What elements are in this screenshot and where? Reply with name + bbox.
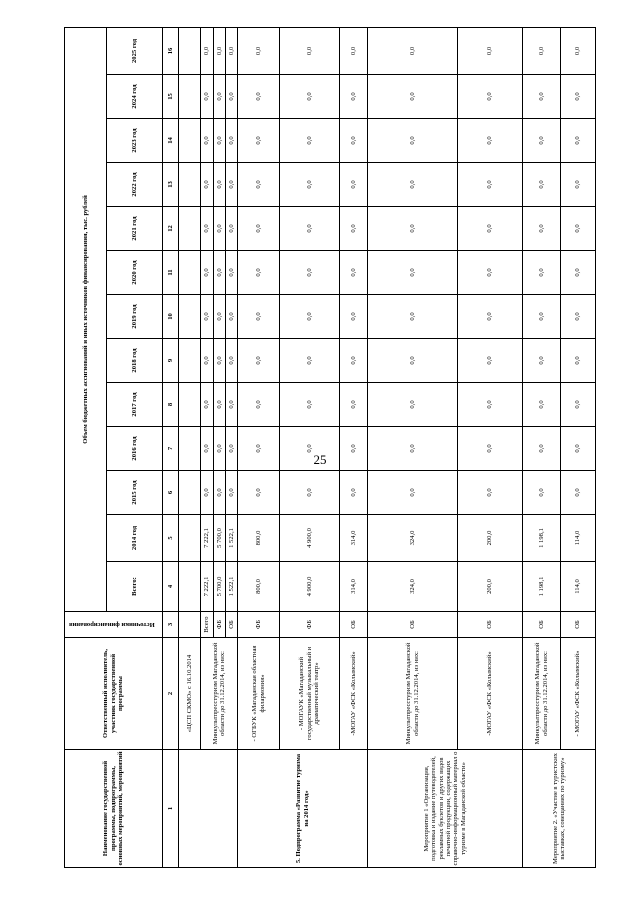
cell-total: 1 522,1 [226, 562, 238, 612]
column-number: 7 [163, 427, 179, 471]
cell-year-value: 0,0 [280, 383, 340, 427]
cell-year-value: 0,0 [201, 163, 214, 207]
header-source [65, 612, 163, 638]
cell-year-value: 5 700,0 [214, 515, 226, 562]
cell-name: Мероприятие 2. «Участие в туристских выставках, совещаниях по туризму» [523, 750, 596, 868]
cell-year-value: 0,0 [214, 163, 226, 207]
cell-year-value: 0,0 [523, 207, 561, 251]
column-number: 10 [163, 295, 179, 339]
column-numbers-row [163, 27, 179, 867]
cell-year-value: 0,0 [226, 163, 238, 207]
cell-year-value: 0,0 [523, 27, 561, 74]
cell-year-value: 0,0 [201, 27, 214, 74]
cell-year-value: 0,0 [280, 207, 340, 251]
cell-year-value: 0,0 [226, 427, 238, 471]
cell-executor: Минкультпресстуризм Магаданской области до 31.12.2014, из них: [523, 638, 561, 750]
cell-year-value: 0,0 [458, 471, 523, 515]
header-year: 2018 год [107, 339, 163, 383]
cell-year-value [179, 339, 201, 383]
column-number: 12 [163, 207, 179, 251]
cell-year-value: 0,0 [368, 471, 458, 515]
cell-year-value: 0,0 [214, 427, 226, 471]
page-number: 25 [313, 452, 327, 467]
cell-source: ОБ [561, 612, 596, 638]
column-number: 9 [163, 339, 179, 383]
cell-year-value: 0,0 [226, 383, 238, 427]
cell-executor: - ОГБУК «Магаданская областная филармония» [238, 638, 280, 750]
cell-year-value: 0,0 [201, 295, 214, 339]
cell-total: 114,0 [561, 562, 596, 612]
budget-table [64, 27, 596, 868]
cell-year-value: 0,0 [368, 383, 458, 427]
cell-year-value [179, 163, 201, 207]
cell-year-value: 0,0 [368, 207, 458, 251]
cell-year-value: 0,0 [214, 383, 226, 427]
cell-year-value: 0,0 [226, 75, 238, 119]
cell-year-value: 1 522,1 [226, 515, 238, 562]
header-year: 2022 год [107, 163, 163, 207]
header-year: 2016 год [107, 427, 163, 471]
cell-year-value: 0,0 [340, 119, 368, 163]
cell-year-value [179, 515, 201, 562]
cell-year-value: 0,0 [368, 295, 458, 339]
cell-year-value [179, 295, 201, 339]
cell-year-value: 0,0 [238, 251, 280, 295]
cell-year-value: 0,0 [523, 427, 561, 471]
header-year: 2017 год [107, 383, 163, 427]
cell-source: Всего [201, 612, 214, 638]
cell-year-value: 0,0 [458, 207, 523, 251]
cell-year-value: 0,0 [214, 207, 226, 251]
cell-year-value: 0,0 [226, 295, 238, 339]
column-number: 5 [163, 515, 179, 562]
header-year: 2024 год [107, 75, 163, 119]
cell-year-value: 0,0 [226, 207, 238, 251]
cell-year-value: 0,0 [201, 339, 214, 383]
cell-year-value: 0,0 [214, 119, 226, 163]
table-row [458, 27, 523, 867]
cell-year-value: 0,0 [201, 427, 214, 471]
cell-year-value: 0,0 [368, 339, 458, 383]
cell-executor: -МОГАУ «ФСК «Колымский» [458, 638, 523, 750]
column-number: 8 [163, 383, 179, 427]
header-year: 2014 год [107, 515, 163, 562]
cell-year-value: 0,0 [214, 471, 226, 515]
column-number: 6 [163, 471, 179, 515]
cell-total: 200,0 [458, 562, 523, 612]
cell-year-value: 0,0 [561, 383, 596, 427]
header-total: Всего: [107, 562, 163, 612]
cell-year-value: 0,0 [561, 119, 596, 163]
cell-year-value: 0,0 [238, 427, 280, 471]
cell-year-value: 0,0 [561, 163, 596, 207]
cell-year-value: 0,0 [523, 339, 561, 383]
cell-source: ОБ [226, 612, 238, 638]
cell-year-value: 0,0 [280, 295, 340, 339]
cell-year-value: 0,0 [238, 383, 280, 427]
cell-year-value: 0,0 [238, 27, 280, 74]
cell-year-value: 0,0 [226, 119, 238, 163]
cell-executor: Минкультпресстуризм Магаданской области до 31.12.2014, из них: [368, 638, 458, 750]
cell-year-value: 0,0 [368, 251, 458, 295]
cell-year-value: 0,0 [238, 471, 280, 515]
cell-year-value: 0,0 [523, 163, 561, 207]
cell-year-value: 200,0 [458, 515, 523, 562]
cell-year-value: 0,0 [561, 27, 596, 74]
cell-year-value: 0,0 [201, 119, 214, 163]
cell-year-value: 0,0 [214, 27, 226, 74]
cell-year-value: 0,0 [561, 427, 596, 471]
cell-executor: -МОГАУ «ФСК «Колымский» [340, 638, 368, 750]
cell-name: Мероприятие 1 «Организация, подготовка и издание путеводителей, рекламных буклетов и других видов печатной продукции, содержащих справочно-информационный материал о туризме в Магаданской области» [368, 750, 523, 868]
cell-year-value: 0,0 [214, 251, 226, 295]
cell-year-value: 0,0 [214, 339, 226, 383]
cell-year-value: 0,0 [561, 251, 596, 295]
cell-year-value: 0,0 [201, 207, 214, 251]
cell-year-value: 0,0 [340, 27, 368, 74]
cell-year-value: 0,0 [280, 75, 340, 119]
cell-source: ФБ [214, 612, 226, 638]
cell-year-value: 0,0 [226, 251, 238, 295]
cell-year-value: 0,0 [458, 75, 523, 119]
cell-year-value: 7 222,1 [201, 515, 214, 562]
table-row [340, 27, 368, 867]
table-body [179, 27, 596, 867]
header-year: 2023 год [107, 119, 163, 163]
column-number: 3 [163, 612, 179, 638]
cell-year-value: 0,0 [340, 251, 368, 295]
cell-year-value: 0,0 [280, 251, 340, 295]
cell-year-value [179, 471, 201, 515]
cell-year-value: 4 900,0 [280, 515, 340, 562]
cell-year-value: 0,0 [214, 295, 226, 339]
cell-year-value [179, 251, 201, 295]
cell-source: ФБ [238, 612, 280, 638]
cell-year-value: 0,0 [561, 207, 596, 251]
cell-year-value: 0,0 [280, 471, 340, 515]
cell-year-value: 0,0 [561, 471, 596, 515]
cell-year-value: 0,0 [201, 75, 214, 119]
cell-year-value [179, 27, 201, 74]
table-row [238, 27, 280, 867]
cell-year-value: 0,0 [458, 339, 523, 383]
cell-year-value: 1 198,1 [523, 515, 561, 562]
cell-total [179, 562, 201, 612]
cell-year-value: 0,0 [238, 119, 280, 163]
cell-year-value: 0,0 [238, 295, 280, 339]
cell-year-value: 0,0 [280, 339, 340, 383]
cell-total: 5 700,0 [214, 562, 226, 612]
column-number: 15 [163, 75, 179, 119]
cell-source: ОБ [368, 612, 458, 638]
cell-year-value: 0,0 [340, 75, 368, 119]
header-year: 2019 год [107, 295, 163, 339]
table-row [280, 27, 340, 867]
column-number: 14 [163, 119, 179, 163]
cell-source: ОБ [458, 612, 523, 638]
cell-year-value: 0,0 [458, 119, 523, 163]
column-number: 11 [163, 251, 179, 295]
cell-total: 7 222,1 [201, 562, 214, 612]
cell-executor: - МОГАУ «ФСК «Колымский» [561, 638, 596, 750]
cell-year-value: 0,0 [340, 163, 368, 207]
cell-year-value: 0,0 [280, 119, 340, 163]
cell-year-value: 0,0 [214, 75, 226, 119]
cell-year-value: 0,0 [561, 75, 596, 119]
cell-total: 800,0 [238, 562, 280, 612]
cell-year-value [179, 383, 201, 427]
cell-year-value: 0,0 [238, 163, 280, 207]
cell-year-value: 0,0 [523, 119, 561, 163]
table-row [561, 27, 596, 867]
cell-year-value: 324,0 [368, 515, 458, 562]
cell-name: 5. Подпрограмма «Развитие туризма на 2014 год» [238, 750, 368, 868]
cell-year-value: 0,0 [458, 295, 523, 339]
cell-year-value: 0,0 [523, 471, 561, 515]
cell-executor: «ЦСП СКМО» с 16.10.2014 [179, 638, 201, 750]
cell-total: 324,0 [368, 562, 458, 612]
cell-year-value: 0,0 [226, 27, 238, 74]
cell-executor: - МОГАУК «Магаданский государственный музыкальный и драматический театр» [280, 638, 340, 750]
cell-year-value: 0,0 [523, 295, 561, 339]
cell-source: ФБ [280, 612, 340, 638]
cell-total: 314,0 [340, 562, 368, 612]
cell-year-value: 0,0 [238, 207, 280, 251]
cell-total: 4 900,0 [280, 562, 340, 612]
header-executor: Ответственный исполнитель, участник государственной программы [65, 638, 163, 750]
cell-year-value: 0,0 [238, 339, 280, 383]
header-year: 2021 год [107, 207, 163, 251]
cell-year-value: 0,0 [201, 471, 214, 515]
table-header [65, 27, 179, 867]
cell-source [179, 612, 201, 638]
cell-year-value: 0,0 [368, 27, 458, 74]
cell-year-value [179, 119, 201, 163]
cell-year-value: 0,0 [340, 383, 368, 427]
cell-year-value: 800,0 [238, 515, 280, 562]
cell-total: 1 198,1 [523, 562, 561, 612]
cell-year-value: 0,0 [238, 75, 280, 119]
cell-year-value: 0,0 [368, 119, 458, 163]
cell-year-value: 0,0 [280, 427, 340, 471]
cell-year-value: 0,0 [368, 75, 458, 119]
cell-year-value: 0,0 [458, 251, 523, 295]
rotated-table-wrapper [64, 28, 582, 868]
header-year: 2025 год [107, 27, 163, 74]
cell-year-value [179, 427, 201, 471]
cell-year-value: 0,0 [458, 27, 523, 74]
cell-year-value: 0,0 [523, 75, 561, 119]
cell-year-value: 0,0 [226, 339, 238, 383]
column-number: 2 [163, 638, 179, 750]
cell-year-value: 0,0 [561, 295, 596, 339]
cell-year-value: 0,0 [340, 339, 368, 383]
cell-year-value: 0,0 [340, 471, 368, 515]
cell-source: ОБ [523, 612, 561, 638]
cell-year-value: 0,0 [523, 251, 561, 295]
cell-year-value: 0,0 [201, 383, 214, 427]
cell-executor: Минкультпресстуризм Магаданской области до 31.12.2014, из них: [201, 638, 238, 750]
header-name: Наименование государственной программы, подпрограммы, основных мероприятий, мероприятий [65, 750, 163, 868]
cell-year-value: 0,0 [458, 427, 523, 471]
cell-year-value: 0,0 [340, 295, 368, 339]
cell-year-value: 0,0 [280, 27, 340, 74]
cell-year-value: 0,0 [340, 427, 368, 471]
cell-year-value: 0,0 [340, 207, 368, 251]
header-source-text: Источники финансирования [69, 621, 156, 629]
column-number: 16 [163, 27, 179, 74]
cell-name [179, 750, 238, 868]
column-number: 1 [163, 750, 179, 868]
table-row [368, 27, 458, 867]
header-year: 2015 год [107, 471, 163, 515]
cell-year-value: 0,0 [280, 163, 340, 207]
cell-year-value [179, 207, 201, 251]
table-row [201, 27, 214, 867]
header-volume: Объем бюджетных ассигнований и иных источников финансирования, тыс. рублей [65, 27, 107, 611]
cell-year-value: 0,0 [458, 383, 523, 427]
cell-year-value: 0,0 [201, 251, 214, 295]
cell-year-value [179, 75, 201, 119]
table-row [523, 27, 561, 867]
cell-year-value: 0,0 [226, 471, 238, 515]
cell-source: ОБ [340, 612, 368, 638]
cell-year-value: 0,0 [458, 163, 523, 207]
cell-year-value: 314,0 [340, 515, 368, 562]
column-number: 4 [163, 562, 179, 612]
cell-year-value: 0,0 [368, 427, 458, 471]
cell-year-value: 0,0 [561, 339, 596, 383]
cell-year-value: 0,0 [523, 383, 561, 427]
cell-year-value: 114,0 [561, 515, 596, 562]
header-year: 2020 год [107, 251, 163, 295]
table-row [179, 27, 201, 867]
cell-year-value: 0,0 [368, 163, 458, 207]
column-number: 13 [163, 163, 179, 207]
